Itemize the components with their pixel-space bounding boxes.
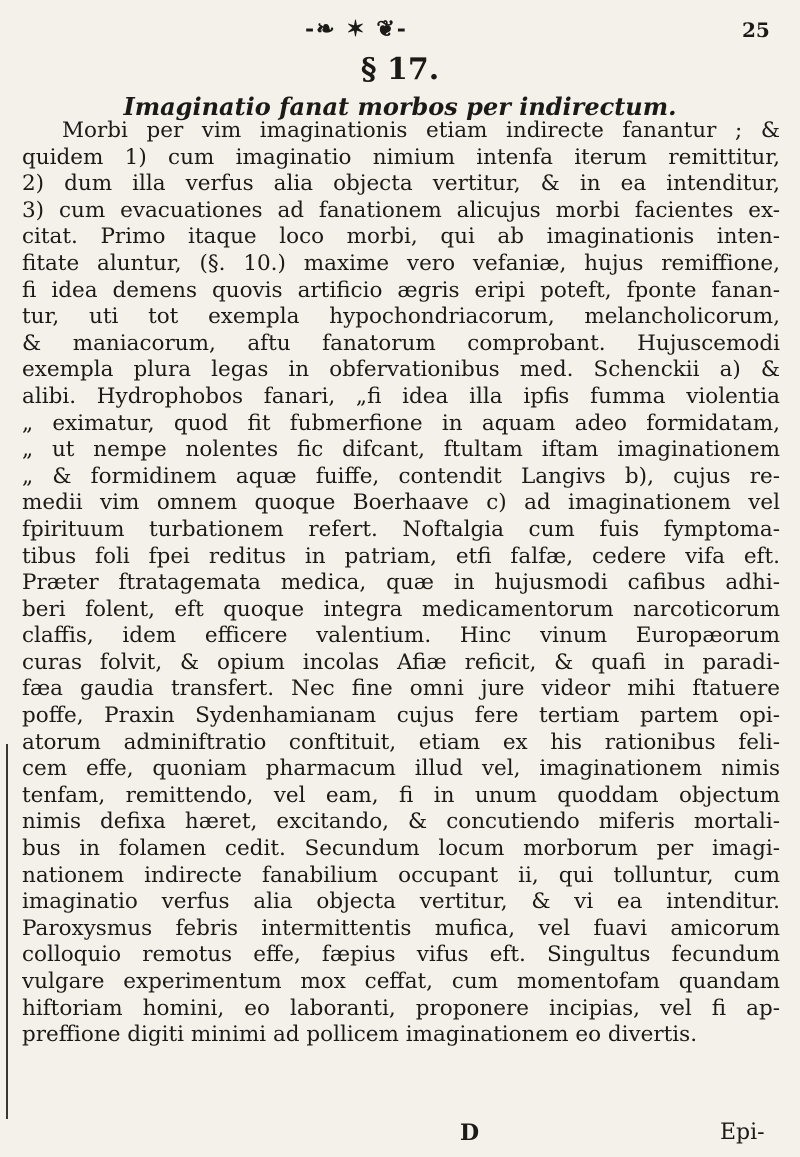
margin-rule xyxy=(6,744,8,1119)
text-line: colloquio remotus effe, fæpius vifus eft. Singultus fecundum xyxy=(22,942,780,968)
page-number: 25 xyxy=(742,18,770,42)
text-line: Præter ftratagemata medica, quæ in hujusmodi cafibus adhi- xyxy=(22,570,780,596)
text-line: Morbi per vim imaginationis etiam indirecte fanantur ; & xyxy=(62,118,780,143)
text-line: imaginatio verfus alia objecta vertitur, & vi ea intenditur. xyxy=(22,889,780,915)
text-line: „ ut nempe nolentes fic difcant, ftultam iftam imaginationem xyxy=(22,437,780,463)
text-line: 2) dum illa verfus alia objecta vertitur, & in ea intenditur, xyxy=(22,171,780,197)
text-line: nimis defixa hæret, excitando, & concutiendo miferis mortali- xyxy=(22,809,780,835)
signature-mark: D xyxy=(460,1120,480,1146)
text-line: poffe, Praxin Sydenhamianam cujus fere tertiam partem opi- xyxy=(22,703,780,729)
section-number: § 17. xyxy=(360,52,440,87)
text-line: exempla plura legas in obfervationibus med. Schenckii a) & xyxy=(22,357,780,383)
text-line: claffis, idem efficere valentium. Hinc vinum Europæorum xyxy=(22,623,780,649)
text-line: vulgare experimentum mox ceffat, cum momentofam quandam xyxy=(22,969,780,994)
text-line: cem effe, quoniam pharmacum illud vel, imaginationem nimis xyxy=(22,756,780,782)
text-line: fitate aluntur, (§. 10.) maxime vero vefaniæ, hujus remiffione, xyxy=(22,250,780,276)
text-line: bus in folamen cedit. Secundum locum morborum per imagi- xyxy=(22,836,780,862)
text-line: „ & formidinem aquæ fuiffe, contendit Langivs b), cujus re- xyxy=(22,463,780,489)
catchword: Epi- xyxy=(720,1120,765,1145)
text-line: nationem indirecte fanabilium occupant ii, qui tolluntur, cum xyxy=(22,862,780,888)
text-line: tur, uti tot exempla hypochondriacorum, melancholicorum, xyxy=(22,304,780,330)
text-line: tibus foli fpei reditus in patriam, etfi falfæ, cedere vifa eft. xyxy=(22,543,780,569)
section-title: Imaginatio fanat morbos per indirectum. xyxy=(123,92,677,121)
text-line: fæa gaudia transfert. Nec fine omni jure videor mihi ftatuere xyxy=(22,676,780,702)
text-line: atorum adminiftratio conftituit, etiam ex his rationibus feli- xyxy=(22,729,780,755)
text-line: alibi. Hydrophobos fanari, „fi idea illa ipfis fumma violentia xyxy=(22,383,780,409)
text-line: medii vim omnem quoque Boerhaave c) ad imaginationem vel xyxy=(22,490,780,516)
text-line: & maniacorum, aftu fanatorum comprobant. Hujuscemodi xyxy=(22,330,780,356)
text-line: citat. Primo itaque loco morbi, qui ab imaginationis inten- xyxy=(22,224,780,250)
text-line: Paroxysmus febris intermittentis mufica, vel fuavi amicorum xyxy=(22,915,780,941)
text-line: tenfam, remittendo, vel eam, fi in unum quoddam objectum xyxy=(22,782,780,808)
text-line: beri folent, eft quoque integra medicamentorum narcoticorum xyxy=(22,596,780,622)
text-line: hiftoriam homini, eo laboranti, proponere incipias, vel fi ap- xyxy=(22,995,780,1021)
text-line: fi idea demens quovis artificio ægris eripi poteft, fponte fanan- xyxy=(22,277,780,303)
page-footer xyxy=(0,1120,800,1152)
text-line: fpirituum turbationem refert. Noftalgia cum fuis fymptoma- xyxy=(22,516,780,542)
running-header xyxy=(0,14,800,44)
text-line: preffione digiti minimi ad pollicem imaginationem eo divertis. xyxy=(22,1022,698,1048)
text-line: curas folvit, & opium incolas Afiæ reficit, & quafi in paradi- xyxy=(22,649,780,675)
text-line: quidem 1) cum imaginatio nimium intenfa iterum remittitur, xyxy=(22,144,780,170)
text-line: „ eximatur, quod fit fubmerfione in aquam adeo formidatam, xyxy=(22,410,780,436)
body-text xyxy=(22,118,780,1049)
header-ornament: -❧ ✶ ❦- xyxy=(305,16,408,42)
text-line: 3) cum evacuationes ad fanationem alicujus morbi facientes ex- xyxy=(22,197,780,223)
